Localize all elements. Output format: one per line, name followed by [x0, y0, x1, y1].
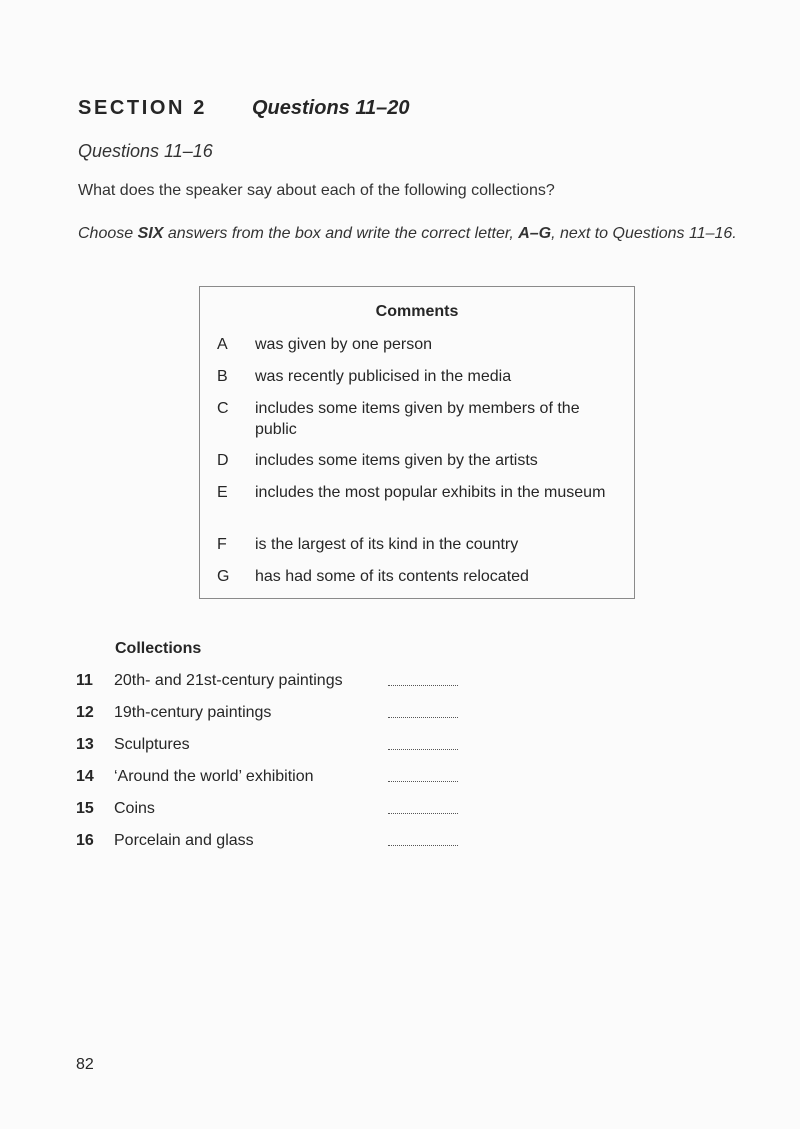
- comment-text: includes some items given by members of the public: [255, 400, 580, 438]
- comment-letter: B: [217, 368, 228, 385]
- collections-heading: Collections: [115, 640, 202, 657]
- question-number: 14: [76, 768, 94, 785]
- comment-text: was recently publicised in the media: [255, 368, 512, 385]
- instruction-emphasis-six: SIX: [137, 225, 164, 242]
- comment-text: was given by one person: [255, 336, 432, 353]
- comment-letter: A: [217, 336, 228, 353]
- answer-blank[interactable]: [388, 749, 458, 750]
- comment-letter: D: [217, 452, 229, 469]
- question-row-14: [0, 768, 800, 790]
- question-text: 20th- and 21st-century paintings: [114, 672, 343, 689]
- answer-blank[interactable]: [388, 685, 458, 686]
- answer-blank[interactable]: [388, 845, 458, 846]
- intro-question: What does the speaker say about each of the following collections?: [78, 182, 555, 199]
- comment-letter: F: [217, 536, 227, 553]
- comment-text: is the largest of its kind in the country: [255, 536, 519, 553]
- comment-letter: C: [217, 400, 229, 417]
- answer-blank[interactable]: [388, 781, 458, 782]
- section-questions-range: Questions 11–20: [252, 97, 410, 119]
- comment-text: includes the most popular exhibits in the museum: [255, 484, 606, 501]
- instruction-text: [78, 223, 750, 244]
- question-text: ‘Around the world’ exhibition: [114, 768, 314, 785]
- instruction-emphasis-range: A–G: [518, 225, 552, 242]
- comment-text: has had some of its contents relocated: [255, 568, 529, 585]
- page-number: 82: [76, 1056, 94, 1073]
- question-text: Coins: [114, 800, 155, 817]
- section-label: SECTION 2: [78, 97, 207, 119]
- comments-title: Comments: [375, 303, 459, 320]
- question-number: 11: [76, 672, 93, 689]
- question-number: 16: [76, 832, 94, 849]
- question-number: 13: [76, 736, 94, 753]
- comment-letter: E: [217, 484, 228, 501]
- question-row-16: [0, 832, 800, 854]
- comment-text: includes some items given by the artists: [255, 452, 538, 469]
- instruction-part-2: answers from the box and write the correct letter,: [163, 225, 519, 242]
- question-row-15: [0, 800, 800, 822]
- questions-subheading: Questions 11–16: [78, 141, 213, 161]
- question-text: 19th-century paintings: [114, 704, 272, 721]
- question-row-11: [0, 672, 800, 694]
- question-row-12: [0, 704, 800, 726]
- instruction-part-3: , next to Questions 11–16.: [551, 225, 737, 242]
- instruction-part-1: Choose: [78, 225, 138, 242]
- comment-letter: G: [217, 568, 230, 585]
- question-text: Sculptures: [114, 736, 190, 753]
- question-text: Porcelain and glass: [114, 832, 254, 849]
- question-number: 15: [76, 800, 94, 817]
- comments-box: [199, 286, 635, 599]
- answer-blank[interactable]: [388, 717, 458, 718]
- section-heading: [78, 97, 410, 120]
- question-number: 12: [76, 704, 94, 721]
- answer-blank[interactable]: [388, 813, 458, 814]
- question-row-13: [0, 736, 800, 758]
